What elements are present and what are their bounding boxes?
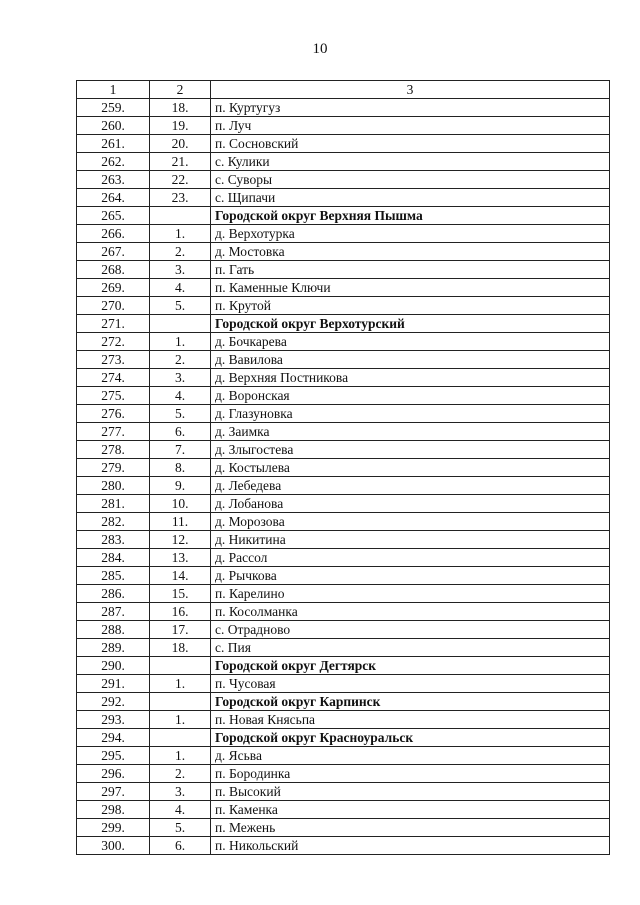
settlement-name-cell: д. Глазуновка — [211, 405, 610, 423]
settlement-name-cell: п. Крутой — [211, 297, 610, 315]
row-number-cell: 267. — [77, 243, 150, 261]
sub-number-cell: 21. — [150, 153, 211, 171]
row-number-cell: 290. — [77, 657, 150, 675]
settlement-name-cell: п. Косолманка — [211, 603, 610, 621]
row-number-cell: 262. — [77, 153, 150, 171]
settlement-name-cell: п. Каменка — [211, 801, 610, 819]
table-row — [77, 621, 610, 639]
table-row — [77, 531, 610, 549]
district-name-cell: Городской округ Красноуральск — [211, 729, 610, 747]
sub-number-cell: 1. — [150, 333, 211, 351]
table-row — [77, 423, 610, 441]
settlement-name-cell: д. Лебедева — [211, 477, 610, 495]
row-number-cell: 295. — [77, 747, 150, 765]
table-row — [77, 477, 610, 495]
sub-number-cell: 6. — [150, 423, 211, 441]
sub-number-cell — [150, 693, 211, 711]
settlement-name-cell: д. Злыгостева — [211, 441, 610, 459]
sub-number-cell: 3. — [150, 261, 211, 279]
table-row — [77, 639, 610, 657]
sub-number-cell: 6. — [150, 837, 211, 855]
row-number-cell: 276. — [77, 405, 150, 423]
table-row — [77, 783, 610, 801]
settlement-name-cell: д. Верхняя Постникова — [211, 369, 610, 387]
settlement-name-cell: д. Морозова — [211, 513, 610, 531]
settlement-name-cell: п. Бородинка — [211, 765, 610, 783]
sub-number-cell: 12. — [150, 531, 211, 549]
table-row — [77, 153, 610, 171]
section-row — [77, 657, 610, 675]
settlement-name-cell: д. Бочкарева — [211, 333, 610, 351]
settlement-name-cell: с. Отрадново — [211, 621, 610, 639]
settlement-name-cell: д. Никитина — [211, 531, 610, 549]
sub-number-cell: 16. — [150, 603, 211, 621]
table-row — [77, 603, 610, 621]
section-row — [77, 693, 610, 711]
row-number-cell: 265. — [77, 207, 150, 225]
settlement-name-cell: д. Рычкова — [211, 567, 610, 585]
row-number-cell: 266. — [77, 225, 150, 243]
table-row — [77, 549, 610, 567]
settlement-name-cell: д. Мостовка — [211, 243, 610, 261]
settlement-name-cell: д. Рассол — [211, 549, 610, 567]
row-number-cell: 278. — [77, 441, 150, 459]
sub-number-cell: 23. — [150, 189, 211, 207]
settlement-name-cell: п. Карелино — [211, 585, 610, 603]
table-row — [77, 711, 610, 729]
row-number-cell: 300. — [77, 837, 150, 855]
row-number-cell: 280. — [77, 477, 150, 495]
settlement-name-cell: п. Новая Княсьпа — [211, 711, 610, 729]
table-row — [77, 765, 610, 783]
district-name-cell: Городской округ Дегтярск — [211, 657, 610, 675]
table-row — [77, 675, 610, 693]
row-number-cell: 292. — [77, 693, 150, 711]
sub-number-cell: 1. — [150, 225, 211, 243]
sub-number-cell: 1. — [150, 675, 211, 693]
row-number-cell: 287. — [77, 603, 150, 621]
sub-number-cell: 20. — [150, 135, 211, 153]
sub-number-cell — [150, 657, 211, 675]
settlement-name-cell: п. Никольский — [211, 837, 610, 855]
table-row — [77, 333, 610, 351]
page-number: 10 — [312, 41, 328, 57]
section-row — [77, 315, 610, 333]
row-number-cell: 275. — [77, 387, 150, 405]
district-name-cell: Городской округ Верхняя Пышма — [211, 207, 610, 225]
table-row — [77, 837, 610, 855]
table-row — [77, 117, 610, 135]
table-row — [77, 819, 610, 837]
row-number-cell: 268. — [77, 261, 150, 279]
settlement-name-cell: с. Кулики — [211, 153, 610, 171]
table-row — [77, 495, 610, 513]
row-number-cell: 282. — [77, 513, 150, 531]
table-row — [77, 513, 610, 531]
row-number-cell: 288. — [77, 621, 150, 639]
settlement-name-cell: д. Заимка — [211, 423, 610, 441]
table-row — [77, 171, 610, 189]
row-number-cell: 283. — [77, 531, 150, 549]
settlement-name-cell: п. Гать — [211, 261, 610, 279]
section-row — [77, 729, 610, 747]
sub-number-cell — [150, 729, 211, 747]
settlement-name-cell: п. Чусовая — [211, 675, 610, 693]
settlement-name-cell: д. Верхотурка — [211, 225, 610, 243]
settlement-name-cell: п. Каменные Ключи — [211, 279, 610, 297]
row-number-cell: 273. — [77, 351, 150, 369]
section-row — [77, 207, 610, 225]
table-row — [77, 243, 610, 261]
row-number-cell: 264. — [77, 189, 150, 207]
sub-number-cell: 1. — [150, 747, 211, 765]
row-number-cell: 296. — [77, 765, 150, 783]
table-row — [77, 369, 610, 387]
table-body — [77, 81, 610, 855]
row-number-cell: 286. — [77, 585, 150, 603]
settlement-name-cell: д. Ясьва — [211, 747, 610, 765]
sub-number-cell: 5. — [150, 297, 211, 315]
sub-number-cell: 8. — [150, 459, 211, 477]
sub-number-cell: 4. — [150, 279, 211, 297]
row-number-cell: 299. — [77, 819, 150, 837]
sub-number-cell: 10. — [150, 495, 211, 513]
sub-number-cell: 4. — [150, 801, 211, 819]
settlement-name-cell: п. Сосновский — [211, 135, 610, 153]
settlement-name-cell: с. Суворы — [211, 171, 610, 189]
column-header-1: 1 — [77, 81, 150, 99]
table-row — [77, 297, 610, 315]
row-number-cell: 277. — [77, 423, 150, 441]
sub-number-cell: 3. — [150, 783, 211, 801]
table-row — [77, 351, 610, 369]
settlement-name-cell: п. Межень — [211, 819, 610, 837]
row-number-cell: 261. — [77, 135, 150, 153]
row-number-cell: 260. — [77, 117, 150, 135]
table-row — [77, 387, 610, 405]
sub-number-cell: 5. — [150, 819, 211, 837]
row-number-cell: 293. — [77, 711, 150, 729]
table-row — [77, 801, 610, 819]
table-row — [77, 189, 610, 207]
row-number-cell: 270. — [77, 297, 150, 315]
sub-number-cell: 13. — [150, 549, 211, 567]
settlement-name-cell: д. Воронская — [211, 387, 610, 405]
sub-number-cell: 18. — [150, 99, 211, 117]
sub-number-cell: 3. — [150, 369, 211, 387]
table-row — [77, 135, 610, 153]
sub-number-cell: 11. — [150, 513, 211, 531]
table-row — [77, 585, 610, 603]
sub-number-cell — [150, 315, 211, 333]
row-number-cell: 297. — [77, 783, 150, 801]
settlement-name-cell: п. Куртугуз — [211, 99, 610, 117]
settlement-name-cell: с. Пия — [211, 639, 610, 657]
table-row — [77, 261, 610, 279]
row-number-cell: 263. — [77, 171, 150, 189]
sub-number-cell: 4. — [150, 387, 211, 405]
table-row — [77, 279, 610, 297]
row-number-cell: 298. — [77, 801, 150, 819]
column-header-3: 3 — [211, 81, 610, 99]
sub-number-cell: 5. — [150, 405, 211, 423]
sub-number-cell: 15. — [150, 585, 211, 603]
row-number-cell: 259. — [77, 99, 150, 117]
sub-number-cell: 9. — [150, 477, 211, 495]
settlement-name-cell: п. Высокий — [211, 783, 610, 801]
settlement-name-cell: д. Вавилова — [211, 351, 610, 369]
settlements-table — [76, 80, 610, 855]
table-row — [77, 225, 610, 243]
table-row — [77, 405, 610, 423]
row-number-cell: 281. — [77, 495, 150, 513]
settlement-name-cell: п. Луч — [211, 117, 610, 135]
table-row — [77, 99, 610, 117]
sub-number-cell: 2. — [150, 765, 211, 783]
row-number-cell: 289. — [77, 639, 150, 657]
sub-number-cell: 19. — [150, 117, 211, 135]
row-number-cell: 294. — [77, 729, 150, 747]
settlement-name-cell: д. Лобанова — [211, 495, 610, 513]
district-name-cell: Городской округ Карпинск — [211, 693, 610, 711]
sub-number-cell: 2. — [150, 243, 211, 261]
row-number-cell: 271. — [77, 315, 150, 333]
table-row — [77, 459, 610, 477]
row-number-cell: 269. — [77, 279, 150, 297]
sub-number-cell: 2. — [150, 351, 211, 369]
sub-number-cell: 1. — [150, 711, 211, 729]
row-number-cell: 274. — [77, 369, 150, 387]
row-number-cell: 272. — [77, 333, 150, 351]
district-name-cell: Городской округ Верхотурский — [211, 315, 610, 333]
column-header-2: 2 — [150, 81, 211, 99]
settlement-name-cell: д. Костылева — [211, 459, 610, 477]
row-number-cell: 291. — [77, 675, 150, 693]
sub-number-cell: 18. — [150, 639, 211, 657]
sub-number-cell: 17. — [150, 621, 211, 639]
table-row — [77, 441, 610, 459]
sub-number-cell: 22. — [150, 171, 211, 189]
sub-number-cell: 7. — [150, 441, 211, 459]
sub-number-cell: 14. — [150, 567, 211, 585]
row-number-cell: 285. — [77, 567, 150, 585]
table-header-row — [77, 81, 610, 99]
row-number-cell: 284. — [77, 549, 150, 567]
row-number-cell: 279. — [77, 459, 150, 477]
table-row — [77, 567, 610, 585]
sub-number-cell — [150, 207, 211, 225]
settlement-name-cell: с. Щипачи — [211, 189, 610, 207]
table-row — [77, 747, 610, 765]
